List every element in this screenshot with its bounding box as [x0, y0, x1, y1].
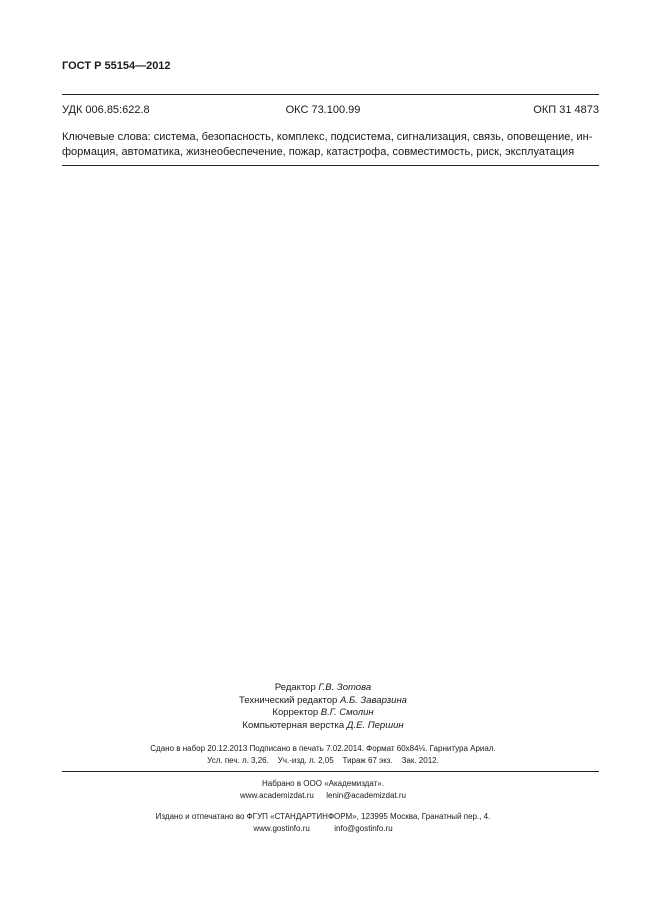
credit-corrector [0, 707, 646, 720]
print-info-line-1: Сдано в набор 20.12.2013 Подписано в печать 7.02.2014. Формат 60х84⅛. Гарнитура Ариал. [150, 744, 496, 753]
editor-name: Г.В. Зотова [318, 682, 372, 693]
editor-role: Редактор [274, 682, 316, 693]
top-divider [62, 94, 599, 95]
credit-editor [0, 682, 646, 695]
keywords-line-1: Ключевые слова: система, безопасность, комплекс, подсистема, сигнализация, связь, оповещение, ин- [62, 131, 593, 143]
keywords-line-2: формация, автоматика, жизнеобеспечение, пожар, катастрофа, совместимость, риск, эксплуатация [62, 146, 575, 158]
typeset-line: Набрано в ООО «Академиздат». [262, 779, 384, 788]
oks-code: ОКС 73.100.99 [285, 104, 361, 116]
print-info-divider [62, 771, 599, 772]
publisher-contacts [0, 823, 646, 835]
keywords-block [62, 130, 599, 162]
layout-name: Д.Е. Першин [346, 719, 404, 731]
document-id: ГОСТ Р 55154—2012 [62, 60, 171, 72]
corrector-role: Корректор [272, 707, 319, 718]
tech-editor-role: Технический редактор [239, 694, 338, 706]
credits-block [0, 682, 646, 732]
udk-code: УДК 006.85:622.8 [62, 104, 150, 116]
layout-role: Компьютерная верстка [242, 719, 345, 731]
publisher-website: www.gostinfo.ru [253, 824, 310, 833]
typeset-website: www.academizdat.ru [240, 791, 314, 800]
keywords-divider [62, 165, 599, 166]
credit-layout [0, 720, 646, 733]
publisher-line: Издано и отпечатано во ФГУП «СТАНДАРТИНФОРМ», 123995 Москва, Гранатный пер., 4. [155, 812, 491, 821]
okp-code: ОКП 31 4873 [533, 104, 599, 116]
tech-editor-name: А.Б. Заварзина [339, 694, 407, 706]
corrector-name: В.Г. Смолин [320, 707, 374, 718]
credit-tech-editor [0, 695, 646, 708]
publisher-email: info@gostinfo.ru [334, 824, 393, 833]
print-info-line-2: Усл. печ. л. 3,26. Уч.-изд. л. 2,05 Тираж 67 экз. Зак. 2012. [207, 756, 439, 765]
typeset-contacts [0, 790, 646, 802]
typeset-email: lenin@academizdat.ru [326, 791, 406, 800]
